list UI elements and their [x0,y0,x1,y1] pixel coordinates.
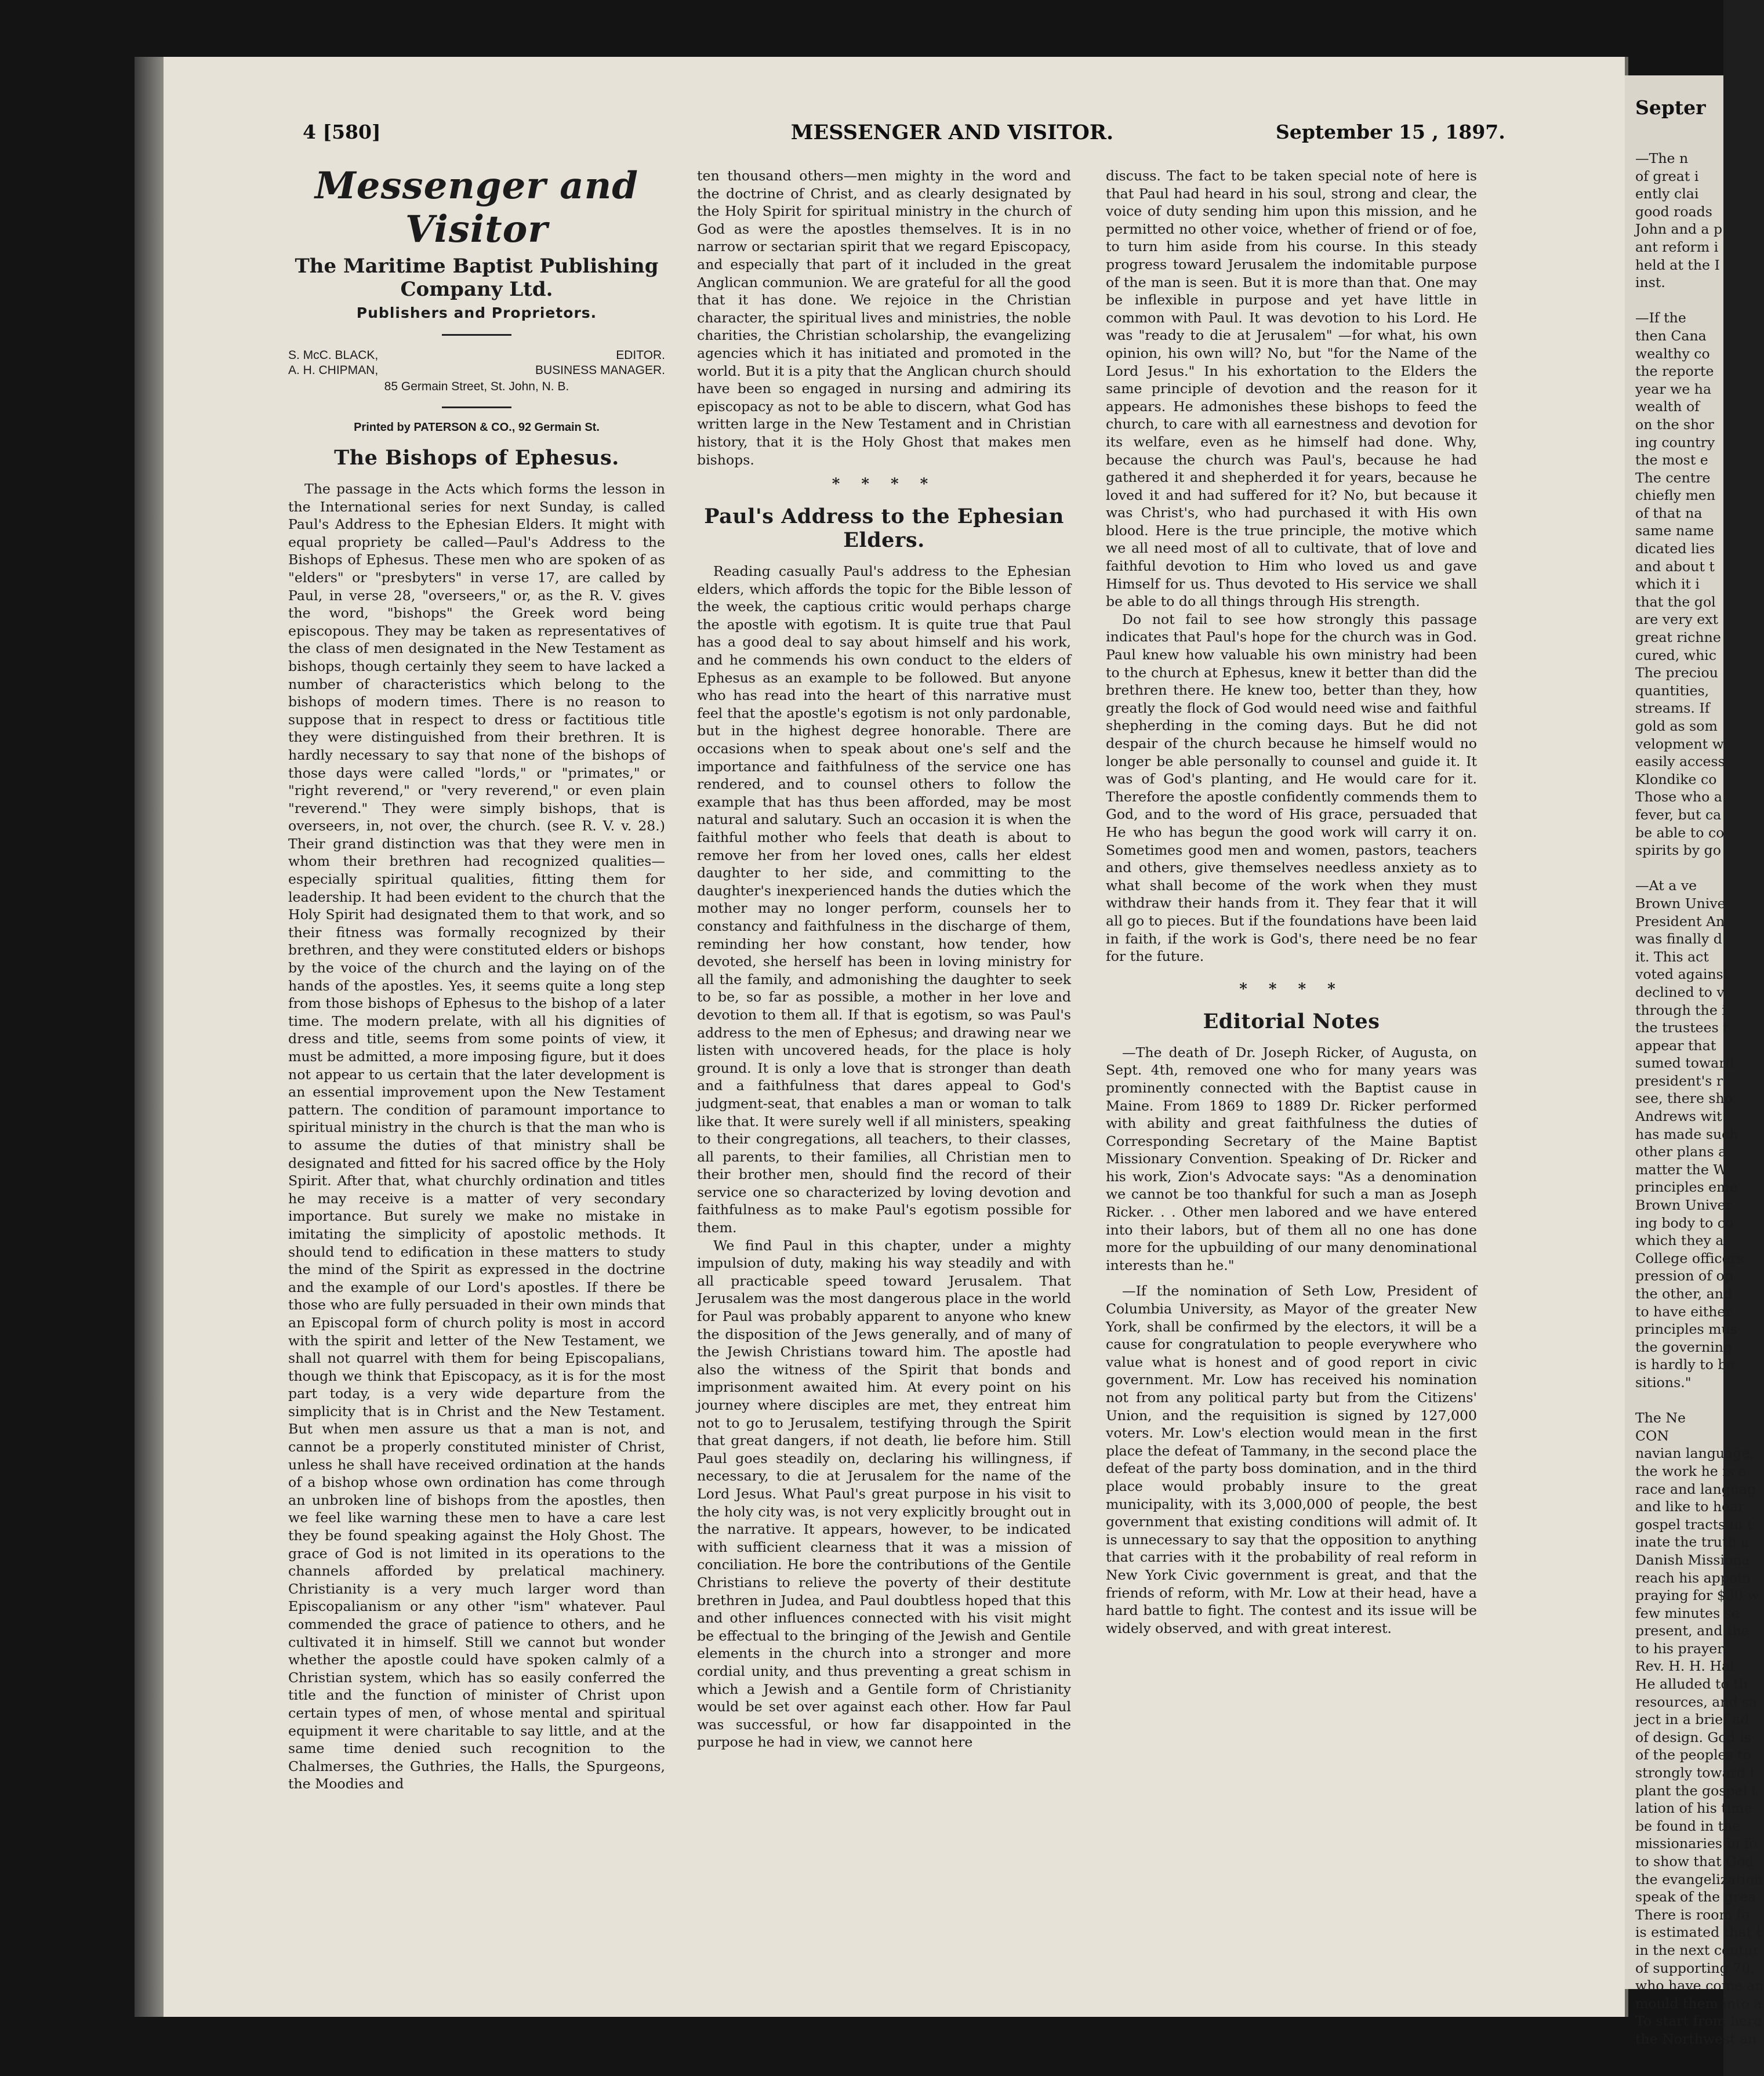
facing-page-column [1635,150,1764,2048]
column-1 [288,164,665,1793]
facing-page-line [1635,1392,1734,1410]
facing-page-line: gold as som [1635,718,1718,734]
facing-page-line: Brown Univer [1635,1197,1732,1214]
facing-page-line: the trustees t [1635,1019,1729,1036]
facing-page-line: declined to v [1635,983,1725,1000]
masthead-rule [442,334,511,336]
masthead-publishers: Publishers and Proprietors. [356,304,597,321]
facing-page-line: gospel tracts in t [1635,1516,1753,1533]
facing-page-line: through the i [1635,1001,1726,1018]
facing-page-line: quantities, [1635,682,1709,699]
facing-page-line: ant reform i [1635,238,1719,255]
facing-page-line: which they a [1635,1232,1724,1249]
facing-page-line: principles mus [1635,1321,1737,1338]
facing-page-line: ject in a brief ad [1635,1711,1750,1728]
facing-page-line [1635,292,1734,310]
facing-page-line: easily access [1635,753,1725,770]
facing-page-line: navian language, [1635,1445,1754,1462]
facing-page-line: ing country [1635,434,1715,451]
facing-page-line: resources, and sa [1635,1693,1758,1710]
facing-page-line: inate the truth a [1635,1534,1750,1551]
facing-page-line: speak of the grea [1635,1889,1756,1906]
facing-page-line: the reporte [1635,363,1714,380]
paper-running-title: MESSENGER AND VISITOR. [790,121,1114,144]
facing-page-line: —If the [1635,310,1686,326]
facing-page-line: CON [1635,1427,1669,1444]
facing-page-line: of supporting 70, [1635,1959,1755,1976]
article-paragraph: We find Paul in this chapter, under a mighty impulsion of duty, making his way steadily and with all practicable speed toward Jerusalem. That Jerusalem was the most dangerous place in the world for Paul was probably apparent to anyone who knew the disposition of the Jews generally, and of many of the Jewish Christians toward him. The apostle had also the witness of the Spirit that bonds and imprisonment awaited him. At every point on his journey where disciples are met, they entreat him not to go to Jerusalem, testifying through the Spirit that great dangers, if not death, lie before him. Still Paul goes steadily on, declaring his willingness, if necessary, to die at Jerusalem for the name of the Lord Jesus. What Paul's great purpose in his visit to the holy city was, is not very explicitly brought out in the narrative. It appears, however, to be indicated with sufficient clearness that it was a mission of conciliation. He bore the contributions of the Gentile Christians to relieve the poverty of their destitute brethren in Judea, and Paul doubtless hoped that this and other influences connected with his visit might be effectual to the bringing of the Jewish and Gentile elements in the church into a stronger and more cordial unity, and thus preventing a great schism in which a Jewish and a Gentile form of Christianity would be set over against each other. How far Paul was successful, or how far disappointed in the purpose he had in view, we cannot here [697,1237,1071,1751]
article-body-bishops-continued: ten thousand others—men mighty in the word and the doctrine of Christ, and as clearly designated by the Holy Spirit for spiritual ministry in the church of God as were the apostles themselves. It is in no narrow or sectarian spirit that we regard Episcopacy, and especially that part of it included in the great Anglican communion. We are grateful for all the good that it has done. We rejoice in the Christian character, the spiritual lives and ministries, the noble charities, the Christian scholarship, the evangelizing agencies which it has initiated and promoted in the world. But it is a pity that the Anglican church should have been so engaged in nursing and admiring its episcopacy as not to be able to discern, what God has written large in the New Testament and in Christian history, that it is the Holy Ghost that makes men bishops. [697,168,1071,468]
facing-page-line: John and a p [1635,221,1723,238]
facing-page-line: matter the W [1635,1161,1727,1178]
facing-page-line: pression of op [1635,1268,1733,1284]
facing-page-line: of design. God is [1635,1729,1751,1745]
facing-page-line: are very ext [1635,611,1718,628]
staff-name: A. H. CHIPMAN, [288,364,379,377]
facing-page-line: Rev. H. H. Hal [1635,1658,1734,1675]
facing-page-line: mould them into a [1635,1995,1762,2012]
facing-page-line: that the gol [1635,593,1716,610]
column-2 [697,167,1071,1751]
facing-page-line: plant the gospel t [1635,1782,1758,1799]
article-title-bishops: The Bishops of Ephesus. [334,446,619,470]
staff-role: BUSINESS MANAGER. [535,364,665,377]
facing-page-line: spirits by go [1635,842,1721,859]
facing-page-line: Danish Missiona [1635,1551,1750,1568]
staff-row-editor [288,349,665,362]
facing-page-line: was finally d [1635,931,1722,948]
facing-page-line: missionaries in fo [1635,1835,1758,1852]
facing-page-line: —At a ve [1635,877,1697,894]
facing-page-line: College officers [1635,1250,1744,1266]
facing-page-line: same name [1635,522,1714,539]
facing-page-line: ing body to co [1635,1214,1734,1231]
staff-role: EDITOR. [616,349,665,362]
article-body-bishops: The passage in the Acts which forms the lesson in the International series for next Sunday, is called Paul's Address to the Ephesian Elders. It might with equal propriety be called—Paul's Address to the Bishops of Ephesus. These men who are spoken of as "elders" or "presbyters" in verse 17, are called by Paul, in verse 28, "overseers," or, as the R. V. gives the word, "bishops" the Greek word being episcopous. They may be taken as representatives of the class of men designated in the New Testament as bishops, though certainly they seem to have lacked a number of characteristics which belong to the bishops of modern times. There is no reason to suppose that in respect to dress or factitious title they were distinguished from their brethren. It is hardly necessary to say that none of the bishops of those days were called "lords," or "primates," or "right reverend," or "very reverend," or even plain "reverend." They were simply bishops, that is overseers, in, not over, the church. (see R. V. v. 28.) Their grand distinction was that they were men in whom their brethren had recognized qualities—especially spiritual qualities, fitting them for leadership. It had been evident to the church that the Holy Spirit had designated them to that work, and so their fitness was formally recognized by their brethren, and they were constituted elders or bishops by the voice of the church and the laying on of the hands of the apostles. Yes, it seems quite a long step from those bishops of Ephesus to the bishop of a later time. The modern prelate, with all his dignities of dress and title, seems from some points of view, it must be admitted, a more imposing figure, but it does not appear to us certain that the later development is an essential improvement upon the New Testament pattern. The condition of paramount importance to spiritual ministry in the church is that the man who is to assume the duties of that ministry shall be designated and fitted for his sacred office by the Holy Spirit. After that, what churchly ordination and titles he may receive is a matter of very secondary importance. But surely we make no mistake in imitating the simplicity of apostolic methods. It should tend to edification in these matters to study the mind of the Spirit as expressed in the doctrine and the example of our Lord's apostles. If there be those who are fully persuaded in their own minds that an Episcopal form of church polity is most in accord with the spirit and letter of the New Testament, we shall not quarrel with them for being Episcopalians, though we think that Episcopacy, as it is for the most part today, is a very wide departure from the simplicity that is in Christ and the New Testament. But when men assure us that a man is not, and cannot be a properly constituted minister of Christ, unless he shall have received ordination at the hands of a bishop whose own ordination has come through an unbroken line of bishops from the apostles, then we feel like warning these men to have a care lest they be found speaking against the Holy Ghost. The grace of God is not limited in its operations to the channels afforded by prelatical machinery. Christianity is a very much larger word than Episcopalianism or any other "ism" whatever. Paul commended the grace of patience to others, and he cultivated it in himself. Still we cannot but wonder whether the apostle could have spoken calmly of a Christian system, which has so easily conferred the title and the function of minister of Christ upon certain types of men, of whose mental and spiritual equipment it were charitable to say little, and at the same time denied such recognition to the Chalmerses, the Guthries, the Halls, the Spurgeons, the Moodies and [288,481,665,1792]
article-paragraph: discuss. The fact to be taken special note of here is that Paul had heard in his soul, strong and clear, the voice of duty sending him upon this mission, and he permitted no other voice, whether of friend or of foe, to turn him aside from his course. In this steady progress toward Jerusalem the indomitable purpose of the man is seen. But it is more than that. One may be inflexible in purpose and yet have little in common with Paul. It was devotion to his Lord. He was "ready to die at Jerusalem" —for what, his own opinion, his own will? No, but "for the Name of the Lord Jesus." In his exhortation to the Elders the same principle of devotion and the reason for it appears. He admonishes these bishops to feed the church, to care with all earnestness and devotion for its welfare, even as he himself had done. Why, because the church was Paul's, because he had gathered it and shepherded it for years, because he loved it and had suffered for it? No, but because it was Christ's, who had purchased it with His own blood. Here is the true principle, the motive which we all need most of all to cultivate, that of love and faithful devotion to Him who loved us and gave Himself for us. Thus devoted to His service we shall be able to do all things through His strength. [1106,168,1477,610]
facing-page-line: wealth of [1635,398,1700,415]
facing-page-strip [1625,75,1764,2047]
facing-page-line: He alluded to th [1635,1676,1748,1693]
facing-page-line: The Ne [1635,1410,1686,1427]
facing-page-line: the other, and [1635,1286,1733,1302]
facing-page-line: other plans a [1635,1144,1727,1160]
facing-page-line: be able to co [1635,824,1725,841]
facing-page-line: cured, whic [1635,647,1716,663]
facing-page-line: good roads [1635,203,1712,220]
facing-page-line: the Northwest an [1635,2030,1757,2047]
facing-page-line: sitions." [1635,1374,1692,1391]
facing-page-line: There is room fo [1635,1906,1750,1923]
facing-page-line: principles eme [1635,1179,1738,1196]
page-number: 4 [580] [303,121,381,143]
staff-row-manager [288,364,665,378]
facing-page-line: is hardly to be [1635,1356,1735,1373]
facing-page-line: lation of his time [1635,1800,1752,1817]
editorial-note: —The death of Dr. Joseph Ricker, of Augusta, on Sept. 4th, removed one who for many years was prominently connected with the Baptist cause in Maine. From 1869 to 1889 Dr. Ricker performed with ability and great faithfulness the duties of Corresponding Secretary of the Maine Baptist Missionary Convention. Speaking of Dr. Ricker and his work, Zion's Advocate says: "As a denomination we cannot be too thankful for such a man as Joseph Ricker. . . Other men labored and we have entered into their labors, but of them all no one has done more for the upbuilding of our many denominational interests than he." [1106,1044,1477,1273]
printer-credit: Printed by PATERSON & CO., 92 Germain St. [354,421,600,434]
facing-page-line: To start from here [1635,2013,1762,2030]
facing-page-line: of the peoples to [1635,1747,1751,1763]
facing-page-line: to his prayer. [1635,1640,1727,1657]
facing-page-line: the most e [1635,452,1708,469]
facing-page-line: see, there sho [1635,1090,1733,1107]
facing-page-line: of great i [1635,168,1699,184]
facing-page-line: the work he is e [1635,1462,1747,1479]
facing-page-line: race and languag [1635,1480,1756,1497]
facing-page-line: has made such [1635,1126,1738,1142]
column-3 [1106,167,1477,1637]
facing-page-line: chiefly men [1635,487,1716,504]
facing-page-line: held at the I [1635,256,1720,273]
section-divider: * * * * [832,476,937,493]
masthead-company: The Maritime Baptist Publishing Company Ltd. [295,255,659,301]
facing-page-line: who have come an [1635,1977,1764,1994]
office-address: 85 Germain Street, St. John, N. B. [384,380,569,393]
facing-page-line: the governing [1635,1338,1733,1355]
article-title-paul: Paul's Address to the Ephesian Elders. [704,505,1064,553]
facing-page-line: ently clai [1635,186,1699,202]
facing-page-line: velopment w [1635,735,1724,752]
facing-page-line: wealthy co [1635,345,1710,362]
book-binding [135,57,164,2017]
facing-page-line: Klondike co [1635,771,1717,787]
facing-page-line: then Cana [1635,327,1707,344]
facing-page-line: and about t [1635,558,1715,575]
facing-page-line: is estimated that t [1635,1924,1762,1941]
facing-page-line: voted against [1635,966,1729,983]
facing-page-line: on the shor [1635,416,1714,433]
facing-page-line: praying for $30 w [1635,1587,1759,1604]
editorial-note: —If the nomination of Seth Low, President of Columbia University, as Mayor of the greater New York, shall be confirmed by the electors, it will be a cause for congratulation to people everywhere who value what is honest and of good report in civic government. Mr. Low has received his nomination not from any political party but from the Citizens' Union, and the requisition is signed by 127,000 voters. Mr. Low's election would mean in the first place the defeat of Tammany, in the second place the defeat of the party boss domination, and in the third place would probably insure to the great municipality, with its 3,000,000 of people, the best government that existing conditions will admit of. It is unnecessary to say that the opposition to anything that carries with it the probability of real reform in New York Civic government is great, and that the friends of reform, with Mr. Low at their head, have a hard battle to fight. The contest and its issue will be widely observed, and with great interest. [1106,1283,1477,1636]
facing-page-line: to have either [1635,1303,1732,1320]
facing-page-line: fever, but ca [1635,806,1722,823]
facing-page-line: the evangelization [1635,1871,1763,1888]
facing-page-line: of that na [1635,505,1703,521]
facing-page-line: it. This act [1635,948,1709,965]
facing-page-line: inst. [1635,274,1665,291]
article-paragraph: Reading casually Paul's address to the Ephesian elders, which affords the topic for the Bible lesson of the week, the captious critic would perhaps charge the apostle with egotism. It is quite true that Paul has a good deal to say about himself and his work, and he commends his own conduct to the elders of Ephesus as an example to be followed. But anyone who has read into the heart of this narrative must feel that the apostle's egotism is not only pardonable, but in the highest degree honorable. There are occasions when to speak about one's self and the importance and faithfulness of the service one has rendered, and to counsel others to follow the example that has thus been afforded, may be most natural and salutary. Such an occasion it is when the faithful mother who feels that death is about to remove her from her loved ones, calls her eldest daughter to her side, and committing to the daughter's inexperienced hands the duties which the mother may no longer perform, counsels her to constancy and faithfulness in the discharge of them, reminding her how constant, how tender, how devoted, she herself has been in loving ministry for all the family, and admonishing the daughter to seek to be, so far as possible, a mother in her love and devotion to them all. If that is egotism, so was Paul's address to the men of Ephesus; and drawing near we listen with uncovered heads, for the place is holy ground. It is only a love that is stronger than death and a faithfulness that dares appeal to God's judgment-seat, that enables a man or woman to talk like that. It were surely well if all ministers, speaking to their congregations, all teachers, to their classes, all parents, to their families, all Christian men to their brother men, should find the record of their service one so characterized by loving devotion and faithfulness as to make Paul's egotism possible for them. [697,563,1071,1236]
facing-page-line: strongly toward t [1635,1765,1756,1781]
facing-page-line: reach his appoin [1635,1569,1751,1586]
article-title-editorial-notes: Editorial Notes [1203,1009,1380,1033]
facing-page-line: President An [1635,913,1725,930]
masthead-rule-2 [442,407,511,408]
staff-name: S. McC. BLACK, [288,349,379,362]
newspaper-page [164,57,1628,2017]
facing-page-header: Septer [1635,96,1706,119]
facing-page-line: great richne [1635,629,1721,646]
facing-page-line: be found in the [1635,1817,1741,1834]
facing-page-line: The centre [1635,469,1711,486]
facing-page-line: which it i [1635,576,1700,593]
issue-date: September 15 , 1897. [1276,121,1505,143]
facing-page-line: Andrews wit [1635,1108,1722,1125]
facing-page-line: Brown Unive [1635,895,1726,912]
facing-page-line: The preciou [1635,665,1718,681]
facing-page-line: president's r [1635,1072,1723,1089]
facing-page-line: few minutes se [1635,1605,1740,1621]
facing-page-line: year we ha [1635,380,1712,397]
facing-page-line: in the next centur [1635,1941,1760,1958]
facing-page-line: streams. If [1635,700,1710,717]
article-paragraph: Do not fail to see how strongly this passage indicates that Paul's hope for the church was in God. Paul knew how valuable his own ministry had been to the church at Ephesus, knew it better than did the brethren there. He knew too, better than they, how greatly the flock of God would need wise and faithful shepherding in the coming days. But he did not despair of the church because he himself would no longer be able personally to counsel and guide it. It was of God's planting, and He would care for it. Therefore the apostle confidently commends them to God, and to the word of His grace, persuaded that He who has begun the good work will carry it on. Sometimes good men and women, pastors, teachers and others, give themselves needless anxiety as to what shall become of the work when they must withdraw their hands from it. They fear that it will all go to pieces. But if the foundations have been laid in faith, if the work is God's, there need be no fear for the future. [1106,611,1477,965]
facing-page-line: appear that [1635,1037,1716,1054]
facing-page-line: sumed toward [1635,1055,1734,1072]
facing-page-line: Those who a [1635,789,1722,805]
section-divider: * * * * [1239,980,1344,998]
facing-page-line: to show that God [1635,1853,1754,1870]
facing-page-line: —The n [1635,150,1689,166]
facing-page-line: dicated lies [1635,540,1715,557]
facing-page-line [1635,859,1734,877]
facing-page-line: present, and the [1635,1623,1750,1639]
facing-page-line: and like to hear [1635,1498,1745,1515]
masthead-title: Messenger and Visitor [314,164,639,251]
